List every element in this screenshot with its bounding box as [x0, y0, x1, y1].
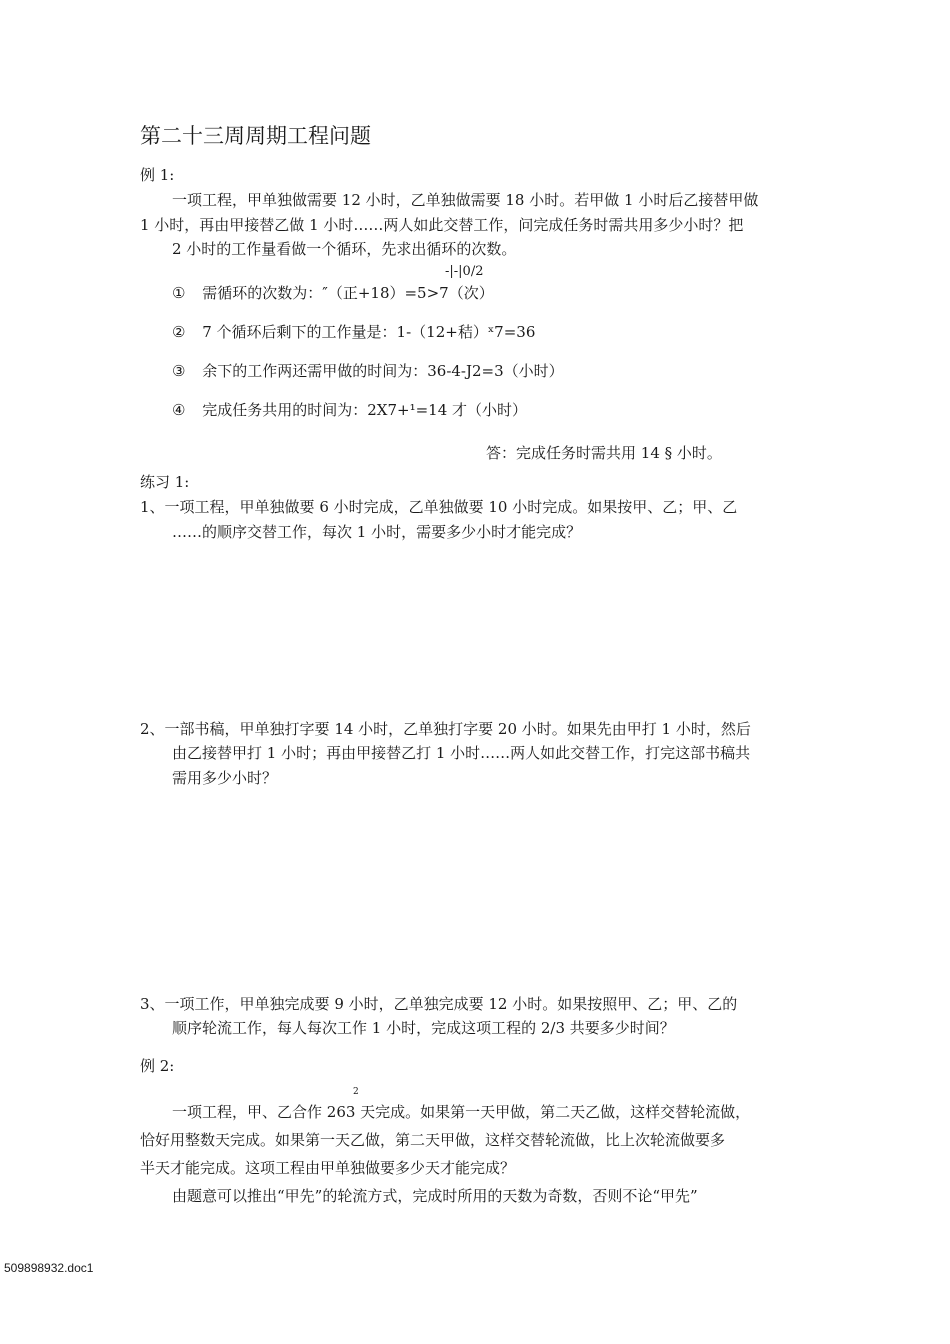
step-3: [172, 361, 564, 381]
step-text: 需循环的次数为：″（正+18）=5>7（次）: [202, 284, 494, 302]
step-text: 余下的工作两还需甲做的时间为：36-4-J2=3（小时）: [202, 362, 564, 380]
practice-q3-line-2: 顺序轮流工作，每人每次工作 1 小时，完成这项工程的 2/3 共要多少时间？: [172, 1019, 675, 1037]
practice-q3-line-1: 3、一项工作，甲单独完成要 9 小时，乙单独完成要 12 小时。如果按照甲、乙；甲、乙的: [140, 995, 738, 1013]
step-marker: ③: [172, 362, 186, 380]
practice-q2-line-1: 2、一部书稿，甲单独打字要 14 小时，乙单独打字要 20 小时。如果先由甲打 1 小时，然后: [140, 720, 751, 738]
example-1-line-3: 2 小时的工作量看做一个循环，先求出循环的次数。: [172, 240, 517, 258]
step-2: [172, 322, 535, 342]
example-1-answer: 答：完成任务时需共用 14 § 小时。: [486, 444, 722, 462]
example-1-line-1: 一项工程，甲单独做需要 12 小时，乙单独做需要 18 小时。若甲做 1 小时后乙接替甲做: [172, 191, 759, 209]
practice-q1-line-1: 1、一项工程，甲单独做要 6 小时完成，乙单独做要 10 小时完成。如果按甲、乙；甲、乙: [140, 498, 738, 516]
step-4: [172, 400, 527, 420]
step-text: 7 个循环后剩下的工作量是：1-（12+秸）ˣ7=36: [202, 323, 536, 341]
step-marker: ②: [172, 323, 186, 341]
example-2-line-1: 一项工程，甲、乙合作 263 天完成。如果第一天甲做，第二天乙做，这样交替轮流做，: [172, 1103, 751, 1121]
example-1-line-2: 1 小时，再由甲接替乙做 1 小时……两人如此交替工作，问完成任务时需共用多少小时？把: [140, 216, 744, 234]
step-1: [172, 283, 494, 303]
practice-1-label: 练习 1:: [140, 473, 190, 491]
example-2-label: 例 2:: [140, 1057, 175, 1075]
superscript-mark: 2: [353, 1087, 359, 1097]
page-title: 第二十三周周期工程问题: [140, 124, 371, 148]
formula-fragment: -|-|0/2: [445, 264, 484, 279]
example-2-line-4: 由题意可以推出“甲先”的轮流方式，完成时所用的天数为奇数，否则不论“甲先”: [172, 1187, 698, 1205]
practice-q2-line-3: 需用多少小时？: [172, 769, 278, 787]
footer-filename: 509898932.doc1: [4, 1261, 94, 1275]
step-text: 完成任务共用的时间为：2X7+¹=14 才（小时）: [202, 401, 528, 419]
practice-q1-line-2: ……的顺序交替工作，每次 1 小时，需要多少小时才能完成？: [172, 523, 582, 541]
step-marker: ④: [172, 401, 186, 419]
practice-q2-line-2: 由乙接替甲打 1 小时；再由甲接替乙打 1 小时……两人如此交替工作，打完这部书稿共: [172, 744, 751, 762]
example-2-line-3: 半天才能完成。这项工程由甲单独做要多少天才能完成？: [140, 1159, 516, 1177]
example-2-line-2: 恰好用整数天完成。如果第一天乙做，第二天甲做，这样交替轮流做，比上次轮流做要多: [140, 1131, 726, 1149]
step-marker: ①: [172, 284, 186, 302]
example-1-label: 例 1:: [140, 166, 175, 184]
